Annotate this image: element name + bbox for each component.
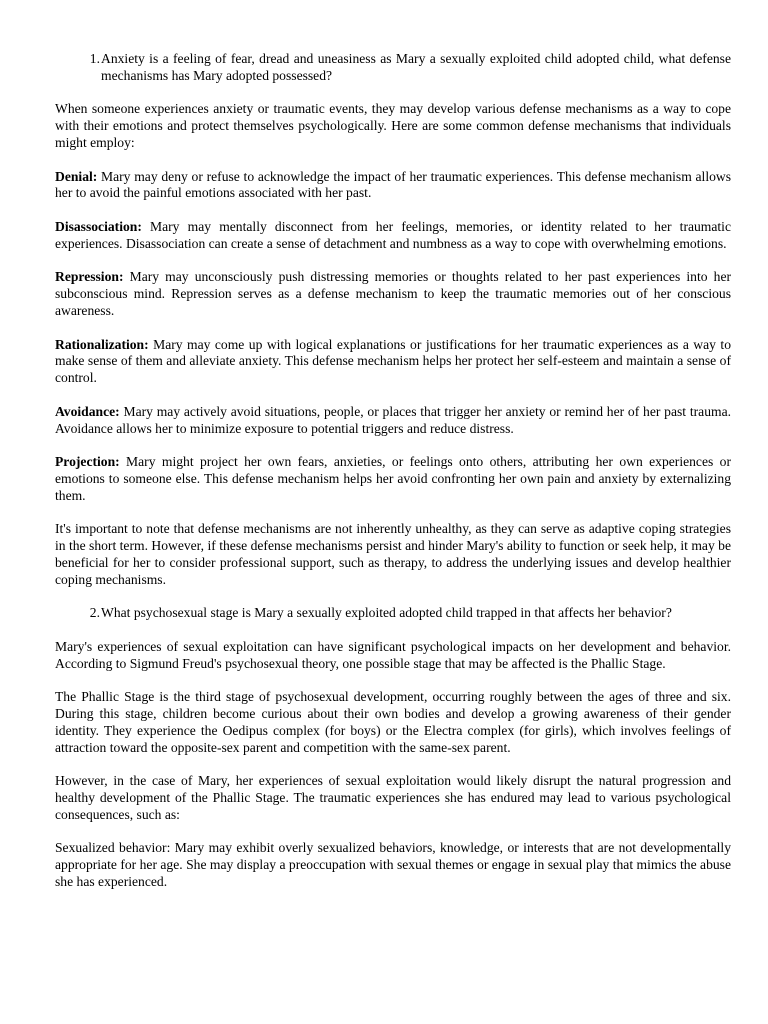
question-2-number: 2.: [89, 605, 100, 621]
conclusion-paragraph: It's important to note that defense mechanisms are not inherently unhealthy, as they can serve as adaptive coping strategies in the short term. However, if these defense mechanisms persist and hinder Mary's ability to function or seek help, it may be beneficial for her to consider professional support, such as therapy, to address the underlying issues and develop healthier coping mechanisms.: [55, 521, 731, 587]
question-1-number: 1.: [89, 51, 100, 66]
mechanism-term: Denial:: [55, 168, 98, 184]
mechanism-term: Disassociation:: [55, 218, 142, 234]
question-1: [55, 51, 731, 85]
mechanism-rationalization: [55, 337, 731, 387]
mechanism-description: Mary may come up with logical explanations or justifications for her traumatic experiences as a way to make sense of them and alleviate anxiety. This defense mechanism helps her protect her self-esteem and maintain a sense of control.: [55, 336, 731, 386]
intro-paragraph: When someone experiences anxiety or traumatic events, they may develop various defense mechanisms as a way to cope with their emotions and protect themselves psychologically. Here are some common defense mechanisms that individuals might employ:: [55, 101, 731, 150]
answer-2-paragraph: Sexualized behavior: Mary may exhibit overly sexualized behaviors, knowledge, or interests that are not developmentally appropriate for her age. She may display a preoccupation with sexual themes or engage in sexual play that mimics the abuse she has experienced.: [55, 840, 731, 890]
answer-2-paragraph: The Phallic Stage is the third stage of psychosexual development, occurring roughly between the ages of three and six. During this stage, children become curious about their own bodies and develop a growing awareness of their gender identity. They experience the Oedipus complex (for boys) or the Electra complex (for girls), which involves feelings of attraction toward the opposite-sex parent and competition with the same-sex parent.: [55, 689, 731, 755]
mechanism-description: Mary may mentally disconnect from her feelings, memories, or identity related to her traumatic experiences. Disassociation can create a sense of detachment and numbness as a way to cope with overwhelming emotions.: [55, 218, 731, 251]
mechanism-description: Mary may deny or refuse to acknowledge the impact of her traumatic experiences. This defense mechanism allows her to avoid the painful emotions associated with her past.: [55, 168, 731, 201]
mechanism-disassociation: [55, 219, 731, 253]
mechanism-repression: [55, 269, 731, 319]
mechanism-term: Rationalization:: [55, 336, 149, 352]
mechanism-denial: [55, 169, 731, 203]
mechanism-description: Mary may actively avoid situations, people, or places that trigger her anxiety or remind her of her past trauma. Avoidance allows her to minimize exposure to potential triggers and reduce distress.: [55, 403, 731, 436]
mechanism-description: Mary might project her own fears, anxieties, or feelings onto others, attributing her own experiences or emotions to someone else. This defense mechanism helps her avoid confronting her own pain and anxiety by externalizing them.: [55, 454, 731, 503]
mechanism-term: Avoidance:: [55, 403, 120, 419]
answer-2-paragraph: However, in the case of Mary, her experiences of sexual exploitation would likely disrupt the natural progression and healthy development of the Phallic Stage. The traumatic experiences she has endured may lead to various psychological consequences, such as:: [55, 773, 731, 822]
document-page: [55, 51, 731, 908]
question-1-text: Anxiety is a feeling of fear, dread and uneasiness as Mary a sexually exploited child adopted child, what defense mechanisms has Mary adopted possessed?: [101, 51, 731, 83]
mechanism-term: Projection:: [55, 454, 120, 470]
mechanism-term: Repression:: [55, 269, 124, 285]
answer-2-paragraph: Mary's experiences of sexual exploitation can have significant psychological impacts on her development and behavior. According to Sigmund Freud's psychosexual theory, one possible stage that may be affected is the Phallic Stage.: [55, 638, 731, 671]
question-2: [55, 605, 731, 622]
mechanism-avoidance: [55, 404, 731, 438]
mechanism-description: Mary may unconsciously push distressing memories or thoughts related to her past experiences into her subconscious mind. Repression serves as a defense mechanism to keep the traumatic memories out of her conscious awareness.: [55, 269, 731, 318]
mechanism-projection: [55, 454, 731, 504]
question-2-text: What psychosexual stage is Mary a sexually exploited adopted child trapped in that affects her behavior?: [101, 605, 672, 621]
